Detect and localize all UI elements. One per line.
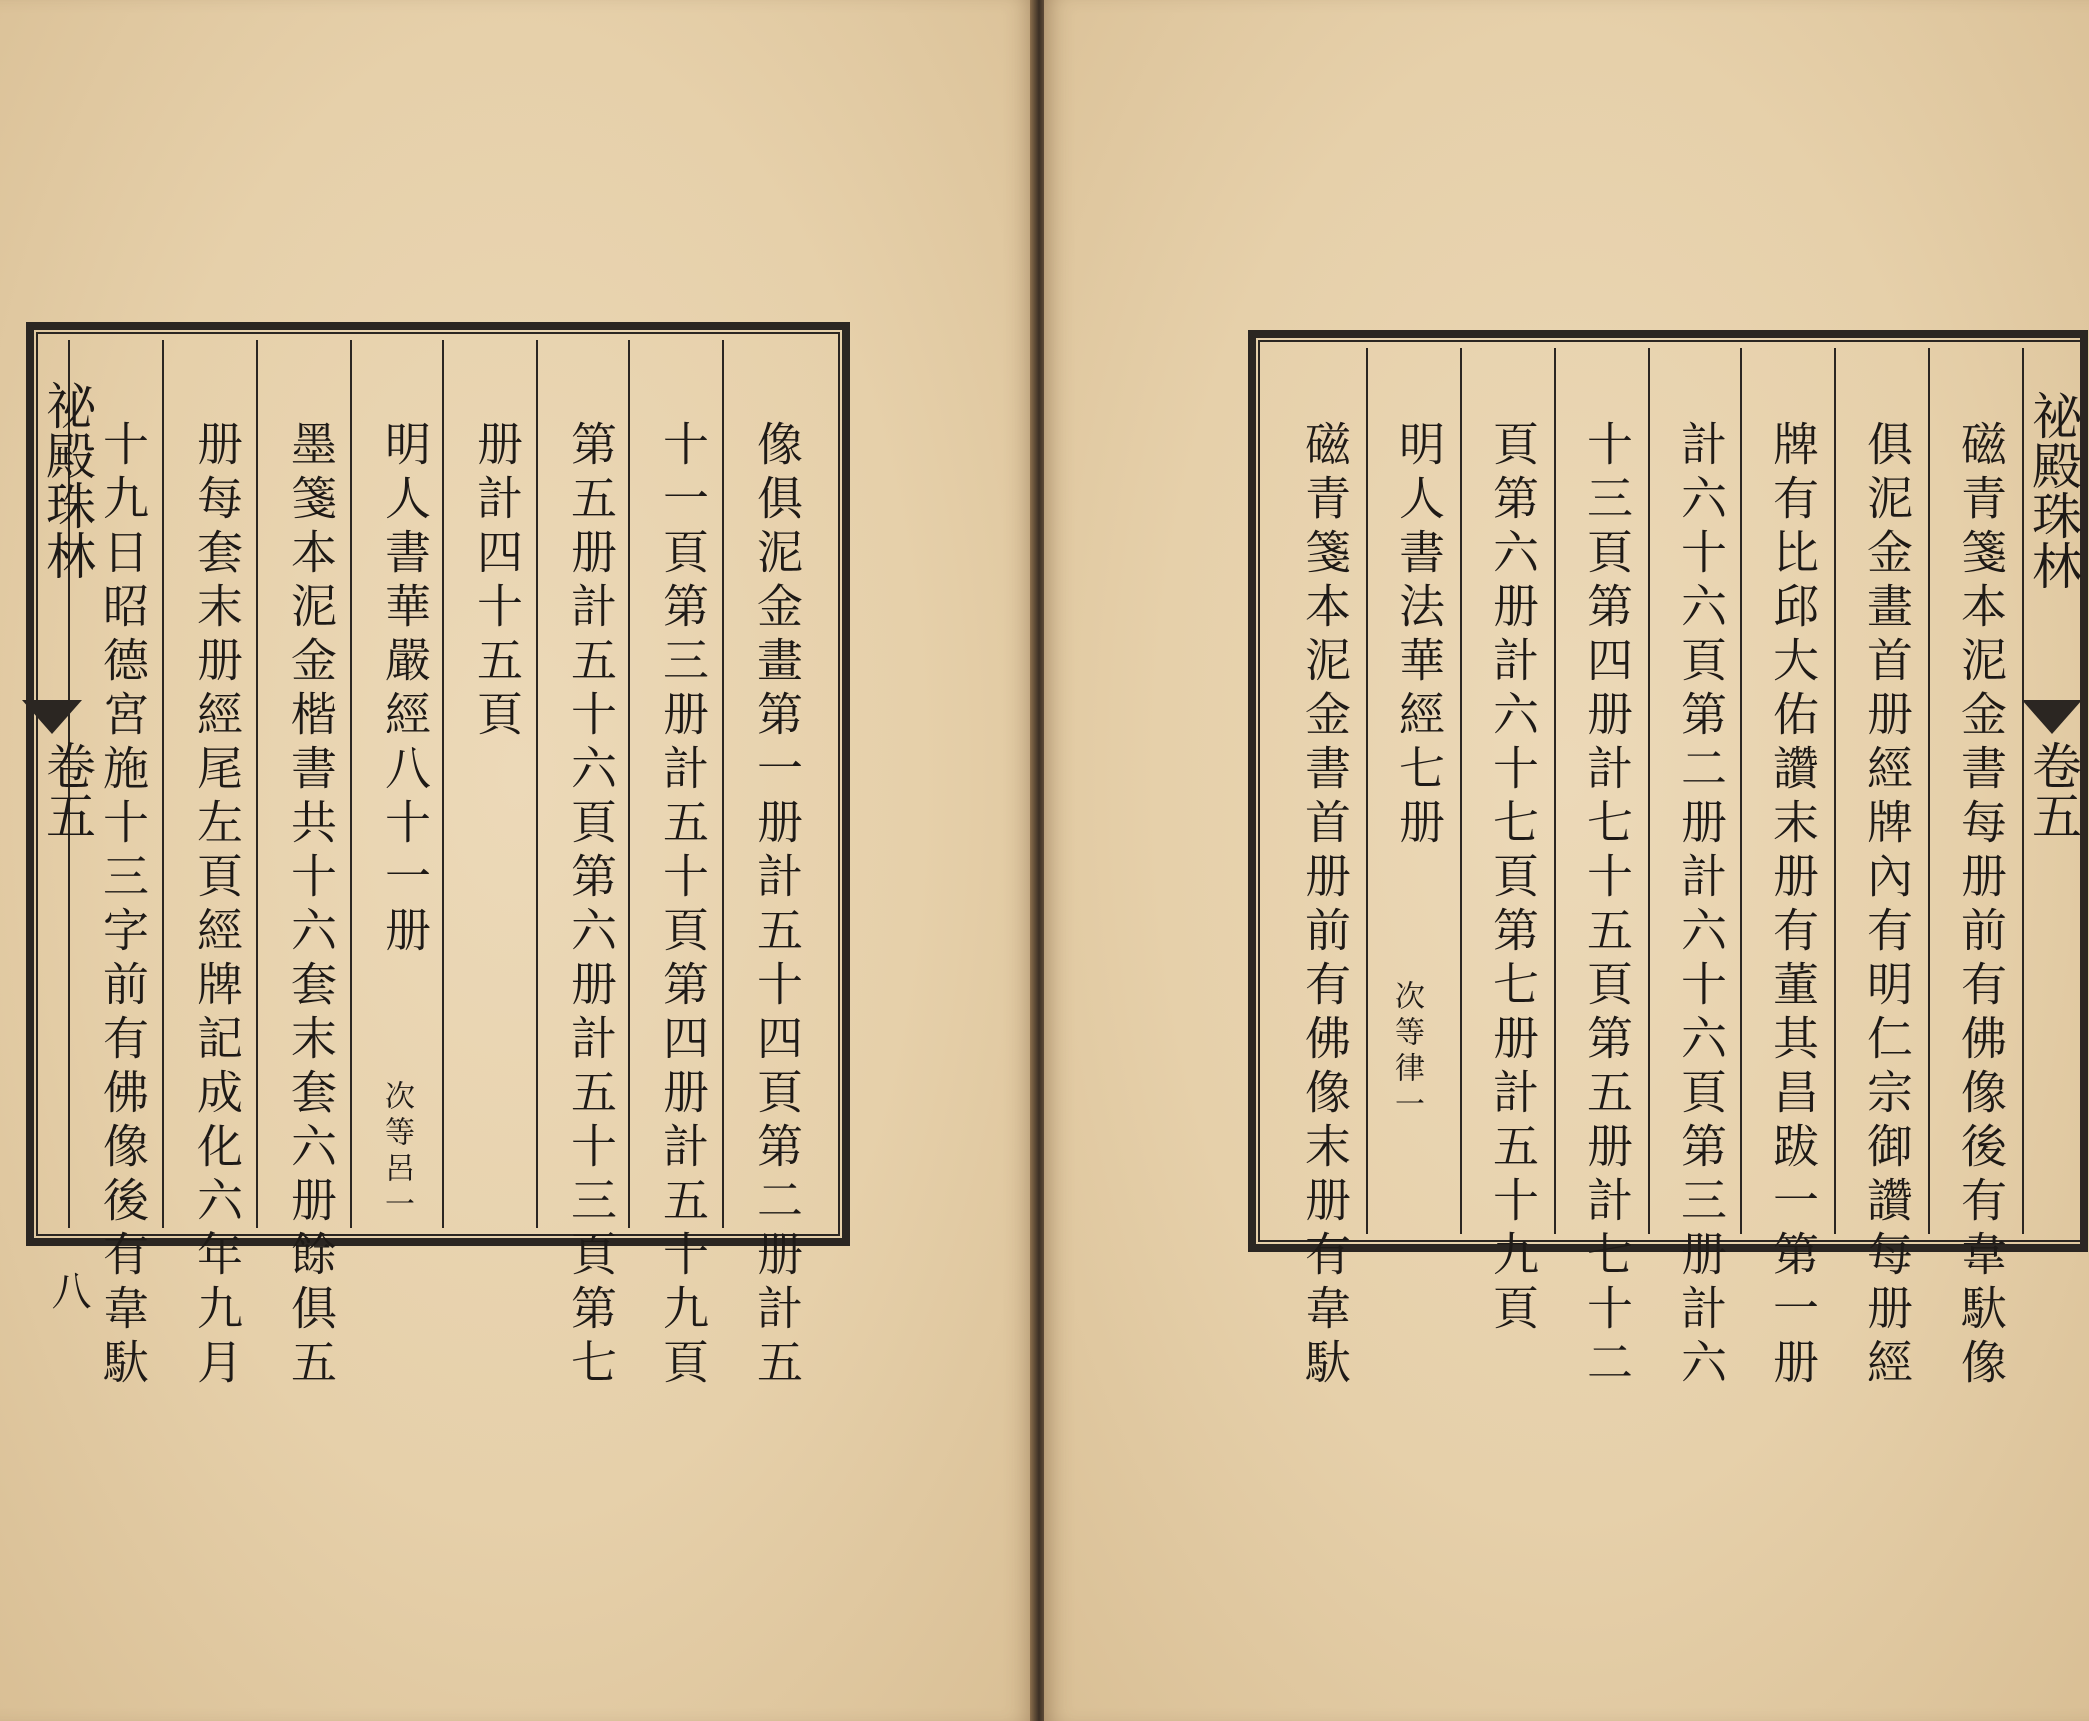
left-text-column: 墨箋本泥金楷書共十六套末套六册餘俱五 [284,420,338,1392]
right-text-column: 牌有比邱大佑讚末册有董其昌跋一第一册 [1766,420,1820,1392]
left-text-column: 十九日昭德宮施十三字前有佛像後有韋馱 [96,420,150,1392]
left-rule [536,340,538,1228]
left-rank-note: 次等呂一 [379,1080,414,1224]
right-text-column: 俱泥金畫首册經牌內有明仁宗御讚每册經 [1860,420,1914,1392]
left-rule [162,340,164,1228]
right-text-column: 磁青箋本泥金書每册前有佛像後有韋馱像 [1954,420,2008,1392]
left-text-column: 第五册計五十六頁第六册計五十三頁第七 [564,420,618,1392]
right-rule [1366,348,1368,1234]
right-text-column: 十三頁第四册計七十五頁第五册計七十二 [1580,420,1634,1392]
right-page [1044,0,2089,1721]
right-rule [1648,348,1650,1234]
left-rule [256,340,258,1228]
right-volume: 卷五 [2024,740,2082,840]
left-text-column: 册計四十五頁 [470,420,524,744]
right-text-column: 磁青箋本泥金書首册前有佛像末册有韋馱 [1298,420,1352,1392]
left-volume: 卷五 [38,740,96,840]
right-rule [1834,348,1836,1234]
right-rule [1740,348,1742,1234]
left-text-column: 册每套末册經尾左頁經牌記成化六年九月 [190,420,244,1392]
right-rule [1460,348,1462,1234]
right-text-column: 明人書法華經七册 [1392,420,1446,852]
left-text-column: 像俱泥金畫第一册計五十四頁第二册計五 [750,420,804,1392]
left-fishtail [22,700,82,734]
right-fishtail [2022,700,2082,734]
left-text-column: 明人書華嚴經八十一册 [378,420,432,960]
right-rank-note: 次等律一 [1389,980,1424,1124]
left-margin-title: 祕殿珠林 [38,380,96,580]
left-rule [722,340,724,1228]
right-text-column: 計六十六頁第二册計六十六頁第三册計六 [1674,420,1728,1392]
left-inner-border [36,332,840,1236]
right-rule [1928,348,1930,1234]
left-page-number: 八 [45,1270,91,1310]
left-text-column: 十一頁第三册計五十頁第四册計五十九頁 [656,420,710,1392]
left-rule [628,340,630,1228]
left-rule [442,340,444,1228]
right-rule [1554,348,1556,1234]
left-rule [350,340,352,1228]
left-page [0,0,1034,1721]
right-text-column: 頁第六册計六十七頁第七册計五十九頁 [1486,420,1540,1338]
right-margin-title: 祕殿珠林 [2024,390,2082,590]
